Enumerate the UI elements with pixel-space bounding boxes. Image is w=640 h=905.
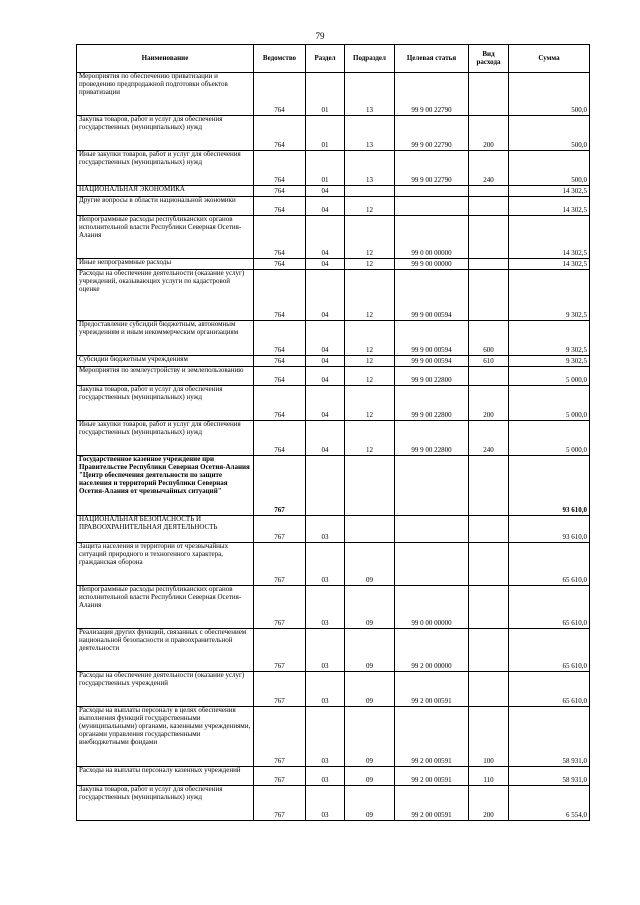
subsection-cell: 09 xyxy=(345,543,395,586)
section-cell: 04 xyxy=(306,216,345,259)
expense-type-cell xyxy=(469,586,509,629)
sum-cell: 14 302,5 xyxy=(509,216,590,259)
section-cell: 03 xyxy=(306,629,345,672)
row-name-cell: Расходы на обеспечение деятельности (оказание услуг) государственных учреждений xyxy=(77,672,254,707)
section-cell: 04 xyxy=(306,321,345,356)
target-article-cell: 99 9 00 00000 xyxy=(395,259,469,270)
target-article-cell: 99 2 00 00591 xyxy=(395,767,469,786)
expense-type-cell xyxy=(469,672,509,707)
department-cell: 764 xyxy=(254,116,306,151)
table-row xyxy=(77,786,590,821)
target-article-cell: 99 2 00 00591 xyxy=(395,786,469,821)
target-article-cell xyxy=(395,197,469,216)
expense-type-cell xyxy=(469,216,509,259)
sum-cell: 14 302,5 xyxy=(509,186,590,197)
table-row xyxy=(77,767,590,786)
target-article-cell: 99 0 00 00000 xyxy=(395,216,469,259)
page-number: 79 xyxy=(315,31,325,41)
table-row xyxy=(77,629,590,672)
section-cell: 04 xyxy=(306,197,345,216)
row-name-cell: НАЦИОНАЛЬНАЯ ЭКОНОМИКА xyxy=(77,186,254,197)
target-article-cell xyxy=(395,516,469,543)
expense-type-cell: 200 xyxy=(469,116,509,151)
sum-cell: 65 610,0 xyxy=(509,672,590,707)
row-name-cell: Расходы на обеспечение деятельности (оказание услуг) учреждений, оказывающих услуги по кадастровой оценке xyxy=(77,270,254,321)
subsection-cell xyxy=(345,186,395,197)
sum-cell: 9 302,5 xyxy=(509,321,590,356)
section-cell: 04 xyxy=(306,186,345,197)
expense-type-cell: 110 xyxy=(469,767,509,786)
row-name-cell: Непрограммные расходы республиканских органов исполнительной власти Республики Северная Осетия-Алания xyxy=(77,586,254,629)
row-name-cell: Иные закупки товаров, работ и услуг для обеспечения государственных (муниципальных) нужд xyxy=(77,421,254,456)
department-cell: 767 xyxy=(254,543,306,586)
sum-cell: 500,0 xyxy=(509,116,590,151)
subsection-cell: 13 xyxy=(345,151,395,186)
table-row xyxy=(77,586,590,629)
column-header-sum: Сумма xyxy=(509,45,590,73)
table-row xyxy=(77,707,590,767)
section-cell: 04 xyxy=(306,367,345,386)
sum-cell: 9 302,5 xyxy=(509,270,590,321)
table-row xyxy=(77,516,590,543)
subsection-cell: 09 xyxy=(345,586,395,629)
target-article-cell xyxy=(395,543,469,586)
department-cell: 764 xyxy=(254,186,306,197)
header-row xyxy=(77,45,590,73)
sum-cell: 14 302,5 xyxy=(509,259,590,270)
expense-type-cell: 610 xyxy=(469,356,509,367)
target-article-cell: 99 2 00 00591 xyxy=(395,672,469,707)
column-header-name: Наименование xyxy=(77,45,254,73)
column-header-department: Ведомство xyxy=(254,45,306,73)
table-row xyxy=(77,151,590,186)
target-article-cell: 99 9 00 00594 xyxy=(395,356,469,367)
row-name-cell: Расходы на выплаты персоналу казенных учреждений xyxy=(77,767,254,786)
subsection-cell: 13 xyxy=(345,73,395,116)
subsection-cell: 12 xyxy=(345,259,395,270)
row-name-cell: Реализация других функций, связанных с обеспечением национальной безопасности и правоохранительной деятельности xyxy=(77,629,254,672)
department-cell: 767 xyxy=(254,456,306,516)
expense-type-cell xyxy=(469,73,509,116)
department-cell: 767 xyxy=(254,672,306,707)
row-name-cell: Закупка товаров, работ и услуг для обеспечения государственных (муниципальных) нужд xyxy=(77,116,254,151)
subsection-cell: 09 xyxy=(345,707,395,767)
section-cell: 01 xyxy=(306,151,345,186)
table-row xyxy=(77,367,590,386)
row-name-cell: Закупка товаров, работ и услуг для обеспечения государственных (муниципальных) нужд xyxy=(77,786,254,821)
row-name-cell: Государственное казенное учреждение при Правительстве Республики Северная Осетия-Алания "Центр обеспечения деятельности по защите населения и территорий Республики Северная Осетия-Алания от чрезвычайных ситуаций" xyxy=(77,456,254,516)
row-name-cell: Иные закупки товаров, работ и услуг для обеспечения государственных (муниципальных) нужд xyxy=(77,151,254,186)
row-name-cell: Предоставление субсидий бюджетным, автономным учреждениям и иным некоммерческим организациям xyxy=(77,321,254,356)
expense-type-cell: 240 xyxy=(469,151,509,186)
section-cell: 03 xyxy=(306,543,345,586)
subsection-cell: 12 xyxy=(345,216,395,259)
sum-cell: 65 610,0 xyxy=(509,629,590,672)
sum-cell: 5 000,0 xyxy=(509,421,590,456)
row-name-cell: Защита населения и территории от чрезвычайных ситуаций природного и техногенного характера, гражданская оборона xyxy=(77,543,254,586)
subsection-cell: 13 xyxy=(345,116,395,151)
sum-cell: 6 554,0 xyxy=(509,786,590,821)
target-article-cell xyxy=(395,186,469,197)
table-row xyxy=(77,116,590,151)
target-article-cell xyxy=(395,456,469,516)
subsection-cell: 12 xyxy=(345,197,395,216)
sum-cell: 93 610,0 xyxy=(509,516,590,543)
section-cell: 03 xyxy=(306,586,345,629)
table-row xyxy=(77,186,590,197)
table-row xyxy=(77,216,590,259)
department-cell: 764 xyxy=(254,197,306,216)
sum-cell: 5 000,0 xyxy=(509,386,590,421)
section-cell xyxy=(306,456,345,516)
expense-type-cell: 100 xyxy=(469,707,509,767)
table-row xyxy=(77,386,590,421)
sum-cell: 58 931,0 xyxy=(509,707,590,767)
table-row xyxy=(77,672,590,707)
row-name-cell: Субсидии бюджетным учреждениям xyxy=(77,356,254,367)
section-cell: 01 xyxy=(306,116,345,151)
section-cell: 01 xyxy=(306,73,345,116)
row-name-cell: Другие вопросы в области национальной экономики xyxy=(77,197,254,216)
department-cell: 767 xyxy=(254,516,306,543)
department-cell: 764 xyxy=(254,270,306,321)
expense-type-cell: 240 xyxy=(469,421,509,456)
subsection-cell: 12 xyxy=(345,270,395,321)
target-article-cell: 99 9 00 22790 xyxy=(395,73,469,116)
expense-type-cell xyxy=(469,197,509,216)
row-name-cell: Непрограммные расходы республиканских органов исполнительной власти Республики Северная Осетия-Алания xyxy=(77,216,254,259)
target-article-cell: 99 9 00 22790 xyxy=(395,116,469,151)
table-row xyxy=(77,543,590,586)
department-cell: 764 xyxy=(254,421,306,456)
row-name-cell: НАЦИОНАЛЬНАЯ БЕЗОПАСНОСТЬ И ПРАВООХРАНИТЕЛЬНАЯ ДЕЯТЕЛЬНОСТЬ xyxy=(77,516,254,543)
target-article-cell: 99 9 00 22790 xyxy=(395,151,469,186)
department-cell: 767 xyxy=(254,786,306,821)
target-article-cell: 99 9 00 00594 xyxy=(395,270,469,321)
sum-cell: 14 302,5 xyxy=(509,197,590,216)
expense-type-cell: 200 xyxy=(469,786,509,821)
sum-cell: 58 931,0 xyxy=(509,767,590,786)
section-cell: 04 xyxy=(306,421,345,456)
row-name-cell: Мероприятия по обеспечению приватизации и проведению предпродажной подготовки объектов приватизации xyxy=(77,73,254,116)
table-row xyxy=(77,356,590,367)
section-cell: 03 xyxy=(306,786,345,821)
department-cell: 767 xyxy=(254,629,306,672)
expense-type-cell xyxy=(469,456,509,516)
sum-cell: 500,0 xyxy=(509,73,590,116)
row-name-cell: Иные непрограммные расходы xyxy=(77,259,254,270)
row-name-cell: Расходы на выплаты персоналу в целях обеспечения выполнения функций государственными (муниципальными) органами, казенными учреждениями, органами управления государственными внебюджетными фондами xyxy=(77,707,254,767)
sum-cell: 65 610,0 xyxy=(509,586,590,629)
subsection-cell: 09 xyxy=(345,767,395,786)
column-header-subsection: Подраздел xyxy=(345,45,395,73)
subsection-cell: 09 xyxy=(345,786,395,821)
expense-type-cell xyxy=(469,186,509,197)
department-cell: 767 xyxy=(254,767,306,786)
department-cell: 764 xyxy=(254,386,306,421)
table-row xyxy=(77,456,590,516)
section-cell: 03 xyxy=(306,707,345,767)
department-cell: 767 xyxy=(254,707,306,767)
column-header-expense-type: Вид расхода xyxy=(469,45,509,73)
table-row xyxy=(77,197,590,216)
expense-type-cell xyxy=(469,629,509,672)
expense-type-cell xyxy=(469,259,509,270)
target-article-cell: 99 9 00 00594 xyxy=(395,321,469,356)
subsection-cell: 12 xyxy=(345,367,395,386)
section-cell: 03 xyxy=(306,516,345,543)
section-cell: 04 xyxy=(306,259,345,270)
table-row xyxy=(77,73,590,116)
column-header-section: Раздел xyxy=(306,45,345,73)
expense-type-cell: 200 xyxy=(469,386,509,421)
target-article-cell: 99 9 00 22800 xyxy=(395,386,469,421)
expense-type-cell xyxy=(469,367,509,386)
target-article-cell: 99 9 00 22800 xyxy=(395,421,469,456)
department-cell: 764 xyxy=(254,151,306,186)
table-row xyxy=(77,421,590,456)
subsection-cell: 12 xyxy=(345,356,395,367)
table-row xyxy=(77,270,590,321)
department-cell: 767 xyxy=(254,586,306,629)
subsection-cell xyxy=(345,516,395,543)
department-cell: 764 xyxy=(254,367,306,386)
budget-table xyxy=(76,44,590,821)
subsection-cell: 12 xyxy=(345,321,395,356)
target-article-cell: 99 2 00 00591 xyxy=(395,707,469,767)
department-cell: 764 xyxy=(254,356,306,367)
row-name-cell: Мероприятия по землеустройству и землепользованию xyxy=(77,367,254,386)
sum-cell: 5 000,0 xyxy=(509,367,590,386)
expense-type-cell: 600 xyxy=(469,321,509,356)
section-cell: 03 xyxy=(306,767,345,786)
sum-cell: 9 302,5 xyxy=(509,356,590,367)
expense-type-cell xyxy=(469,516,509,543)
subsection-cell: 09 xyxy=(345,629,395,672)
sum-cell: 500,0 xyxy=(509,151,590,186)
sum-cell: 65 610,0 xyxy=(509,543,590,586)
subsection-cell: 09 xyxy=(345,672,395,707)
subsection-cell: 12 xyxy=(345,421,395,456)
section-cell: 03 xyxy=(306,672,345,707)
table-row xyxy=(77,321,590,356)
subsection-cell: 12 xyxy=(345,386,395,421)
department-cell: 764 xyxy=(254,259,306,270)
expense-type-cell xyxy=(469,543,509,586)
column-header-target-article: Целевая статья xyxy=(395,45,469,73)
section-cell: 04 xyxy=(306,270,345,321)
sum-cell: 93 610,0 xyxy=(509,456,590,516)
target-article-cell: 99 9 00 22800 xyxy=(395,367,469,386)
subsection-cell xyxy=(345,456,395,516)
department-cell: 764 xyxy=(254,321,306,356)
row-name-cell: Закупка товаров, работ и услуг для обеспечения государственных (муниципальных) нужд xyxy=(77,386,254,421)
table-row xyxy=(77,259,590,270)
expense-type-cell xyxy=(469,270,509,321)
section-cell: 04 xyxy=(306,386,345,421)
target-article-cell: 99 2 00 00000 xyxy=(395,629,469,672)
section-cell: 04 xyxy=(306,356,345,367)
department-cell: 764 xyxy=(254,73,306,116)
target-article-cell: 99 0 00 00000 xyxy=(395,586,469,629)
department-cell: 764 xyxy=(254,216,306,259)
